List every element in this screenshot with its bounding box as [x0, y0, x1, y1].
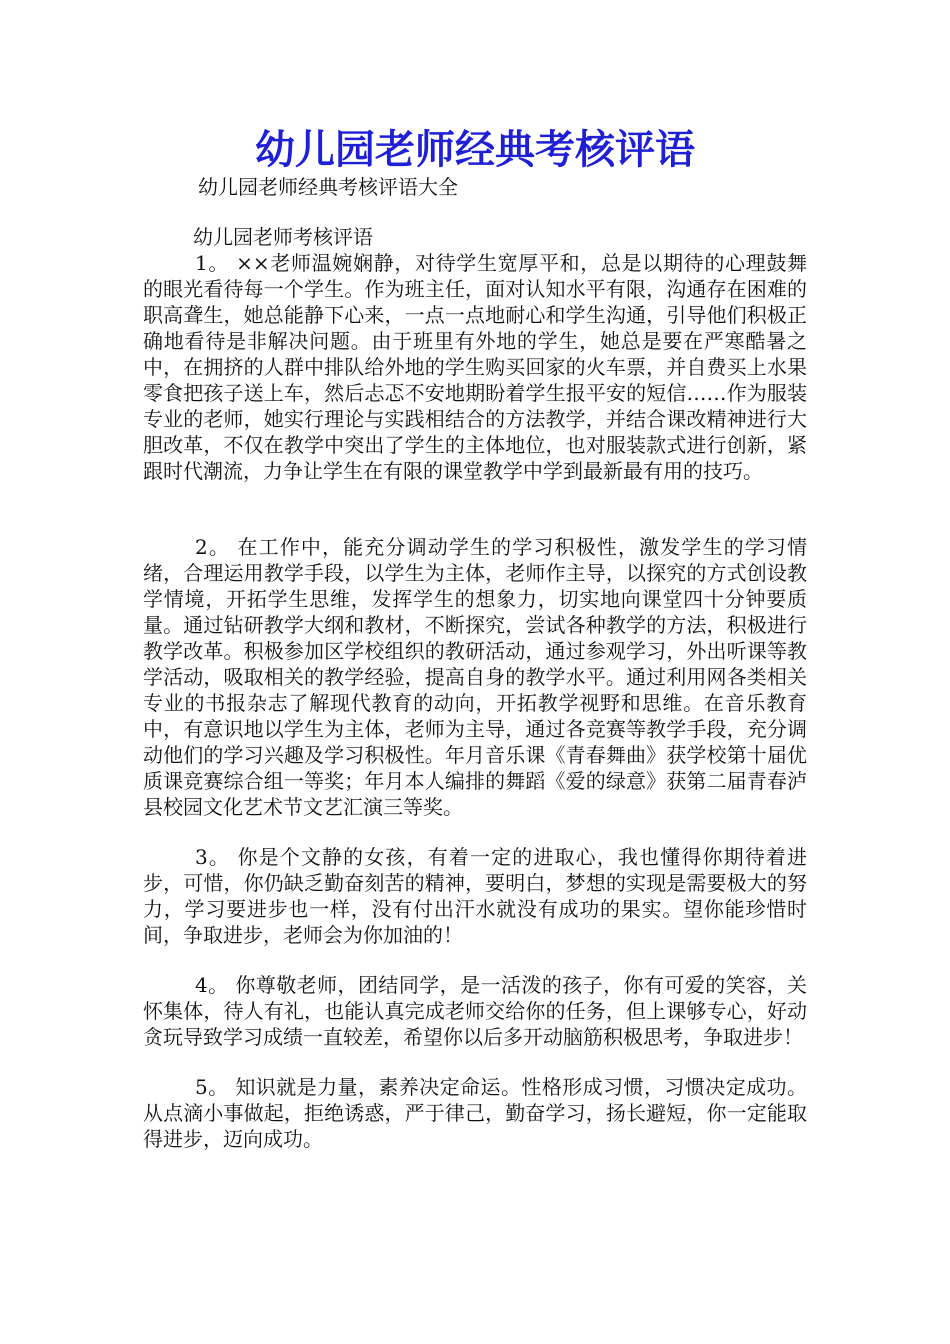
paragraph-spacer [143, 484, 807, 534]
paragraph-5: 5。 知识就是力量，素养决定命运。性格形成习惯，习惯决定成功。从点滴小事做起，拒绝诱惑，严于律己，勤奋学习，扬长避短，你一定能取得进步，迈向成功。 [143, 1075, 807, 1151]
section-heading: 幼儿园老师考核评语 [193, 225, 373, 249]
paragraph-spacer [143, 1050, 807, 1074]
paragraph-4: 4。 你尊敬老师，团结同学，是一活泼的孩子，你有可爱的笑容，关怀集体，待人有礼，也能认真完成老师交给你的任务，但上课够专心，好动贪玩导致学习成绩一直较差，希望你以后多开动脑筋积极思考，争取进步！ [143, 973, 807, 1049]
document-title: 幼儿园老师经典考核评语 [255, 127, 695, 173]
document-subtitle: 幼儿园老师经典考核评语大全 [198, 175, 458, 199]
paragraph-1: 1。 ××老师温婉娴静，对待学生宽厚平和，总是以期待的心理鼓舞的眼光看待每一个学生。作为班主任，面对认知水平有限，沟通存在困难的职高聋生，她总能静下心来，一点一点地耐心和学生沟通，引导他们积极正确地看待是非解决问题。由于班里有外地的学生，她总是要在严寒酷暑之中，在拥挤的人群中排队给外地的学生购买回家的火车票，并自费买上水果零食把孩子送上车，然后忐忑不安地期盼着学生报平安的短信……作为服装专业的老师，她实行理论与实践相结合的方法教学，并结合课改精神进行大胆改革，不仅在教学中突出了学生的主体地位，也对服装款式进行创新，紧跟时代潮流，力争让学生在有限的课堂教学中学到最新最有用的技巧。 [143, 251, 807, 483]
paragraph-spacer [143, 820, 807, 844]
document-body [143, 224, 807, 1152]
paragraph-3: 3。 你是个文静的女孩，有着一定的进取心，我也懂得你期待着进步，可惜，你仍缺乏勤奋刻苦的精神，要明白，梦想的实现是需要极大的努力，学习要进步也一样，没有付出汗水就没有成功的果实。望你能珍惜时间，争取进步，老师会为你加油的！ [143, 845, 807, 947]
paragraph-2: 2。 在工作中，能充分调动学生的学习积极性，激发学生的学习情绪，合理运用教学手段，以学生为主体，老师作主导，以探究的方式创设教学情境，开拓学生思维，发挥学生的想象力，切实地向课堂四十分钟要质量。通过钻研教学大纲和教材，不断探究，尝试各种教学的方法，积极进行教学改革。积极参加区学校组织的教研活动，通过参观学习，外出听课等教学活动，吸取相关的教学经验，提高自身的教学水平。通过利用网各类相关专业的书报杂志了解现代教育的动向，开拓教学视野和思维。在音乐教育中，有意识地以学生为主体，老师为主导，通过各竞赛等教学手段，充分调动他们的学习兴趣及学习积极性。年月音乐课《青春舞曲》获学校第十届优质课竞赛综合组一等奖；年月本人编排的舞蹈《爱的绿意》获第二届青春泸县校园文化艺术节文艺汇演三等奖。 [143, 535, 807, 819]
paragraph-spacer [143, 948, 807, 972]
